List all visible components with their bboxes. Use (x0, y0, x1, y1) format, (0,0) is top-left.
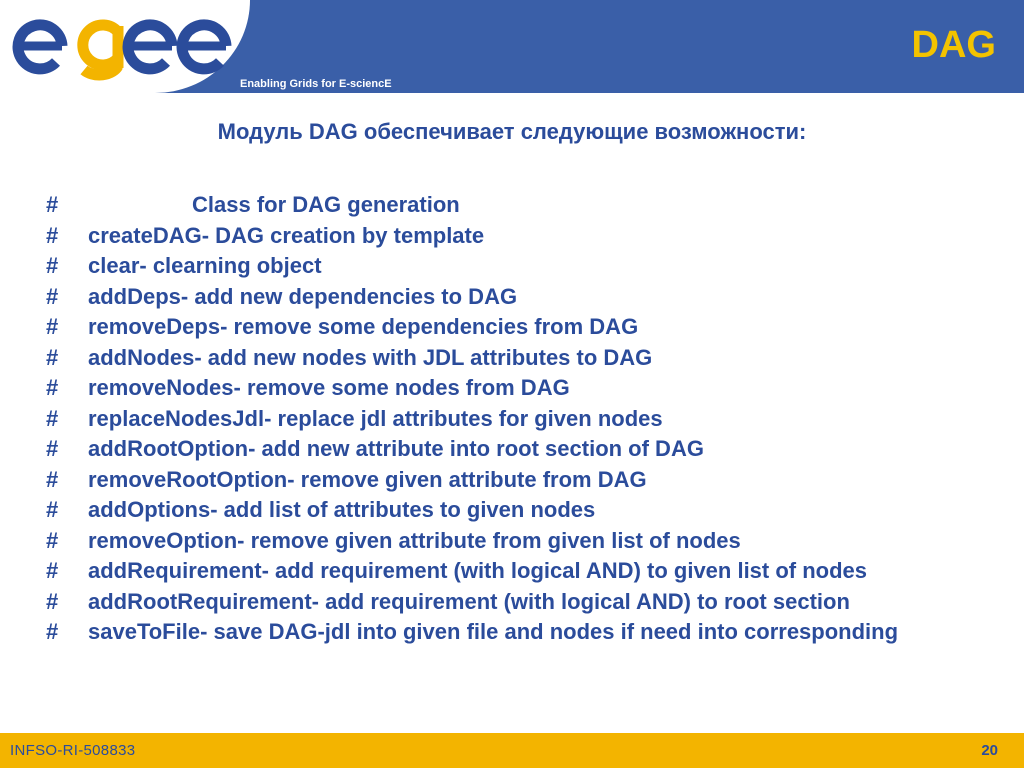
bullet-mark: # (46, 558, 59, 583)
list-item (46, 223, 996, 248)
bullet-mark: # (46, 405, 59, 431)
list-item-text: removeOption- remove given attribute from given list of nodes (88, 527, 741, 553)
bullet-mark: # (46, 436, 59, 461)
list-item (46, 284, 996, 309)
list-item (46, 619, 996, 644)
list-item (46, 589, 996, 614)
bullet-mark: # (46, 588, 59, 614)
egee-logo-icon (12, 12, 237, 82)
list-item (46, 375, 996, 400)
bullet-mark: # (46, 222, 59, 248)
list-item-text: addOptions- add list of attributes to given nodes (88, 497, 596, 522)
list-item-text: removeNodes- remove some nodes from DAG (88, 375, 570, 400)
list-item (46, 253, 996, 278)
egee-logo (0, 0, 250, 93)
list-item (46, 192, 996, 217)
list-item-text: addNodes- add new nodes with JDL attributes to DAG (88, 344, 653, 370)
bullet-mark: # (46, 253, 59, 278)
bullet-mark: # (46, 527, 59, 553)
header-bar (0, 0, 1024, 93)
list-item-text: createDAG- DAG creation by template (88, 222, 485, 248)
bullet-mark: # (46, 314, 59, 339)
slide-subtitle: Модуль DAG обеспечивает следующие возможности: (217, 119, 807, 144)
bullet-mark: # (46, 192, 59, 217)
page-number: 20 (981, 742, 998, 759)
footer-bar (0, 733, 1024, 768)
list-item-text: removeRootOption- remove given attribute from DAG (88, 466, 647, 492)
list-item-text: removeDeps- remove some dependencies from DAG (88, 314, 639, 339)
slide-title: DAG (911, 24, 996, 66)
bullet-mark: # (46, 375, 59, 400)
list-item (46, 467, 996, 492)
list-item (46, 497, 996, 522)
list-item (46, 558, 996, 583)
list-item (46, 314, 996, 339)
list-item (46, 406, 996, 431)
list-item-text: addDeps- add new dependencies to DAG (88, 283, 518, 309)
bullet-mark: # (46, 497, 59, 522)
list-item (46, 345, 996, 370)
bullet-mark: # (46, 619, 59, 644)
list-item-text: addRequirement- add requirement (with logical AND) to given list of nodes (88, 558, 868, 583)
list-item-text: Class for DAG generation (192, 192, 460, 217)
feature-list (46, 192, 996, 650)
list-item-text: saveToFile- save DAG-jdl into given file and nodes if need into corresponding (88, 619, 899, 644)
list-item-text: replaceNodesJdl- replace jdl attributes for given nodes (88, 405, 663, 431)
list-item (46, 436, 996, 461)
bullet-mark: # (46, 283, 59, 309)
tagline: Enabling Grids for E-sciencE (240, 78, 392, 90)
list-item-text: clear- clearning object (88, 253, 322, 278)
bullet-mark: # (46, 466, 59, 492)
project-id: INFSO-RI-508833 (10, 742, 136, 759)
list-item-text: addRootRequirement- add requirement (with logical AND) to root section (88, 588, 850, 614)
bullet-mark: # (46, 344, 59, 370)
list-item (46, 528, 996, 553)
list-item-text: addRootOption- add new attribute into root section of DAG (88, 436, 704, 461)
